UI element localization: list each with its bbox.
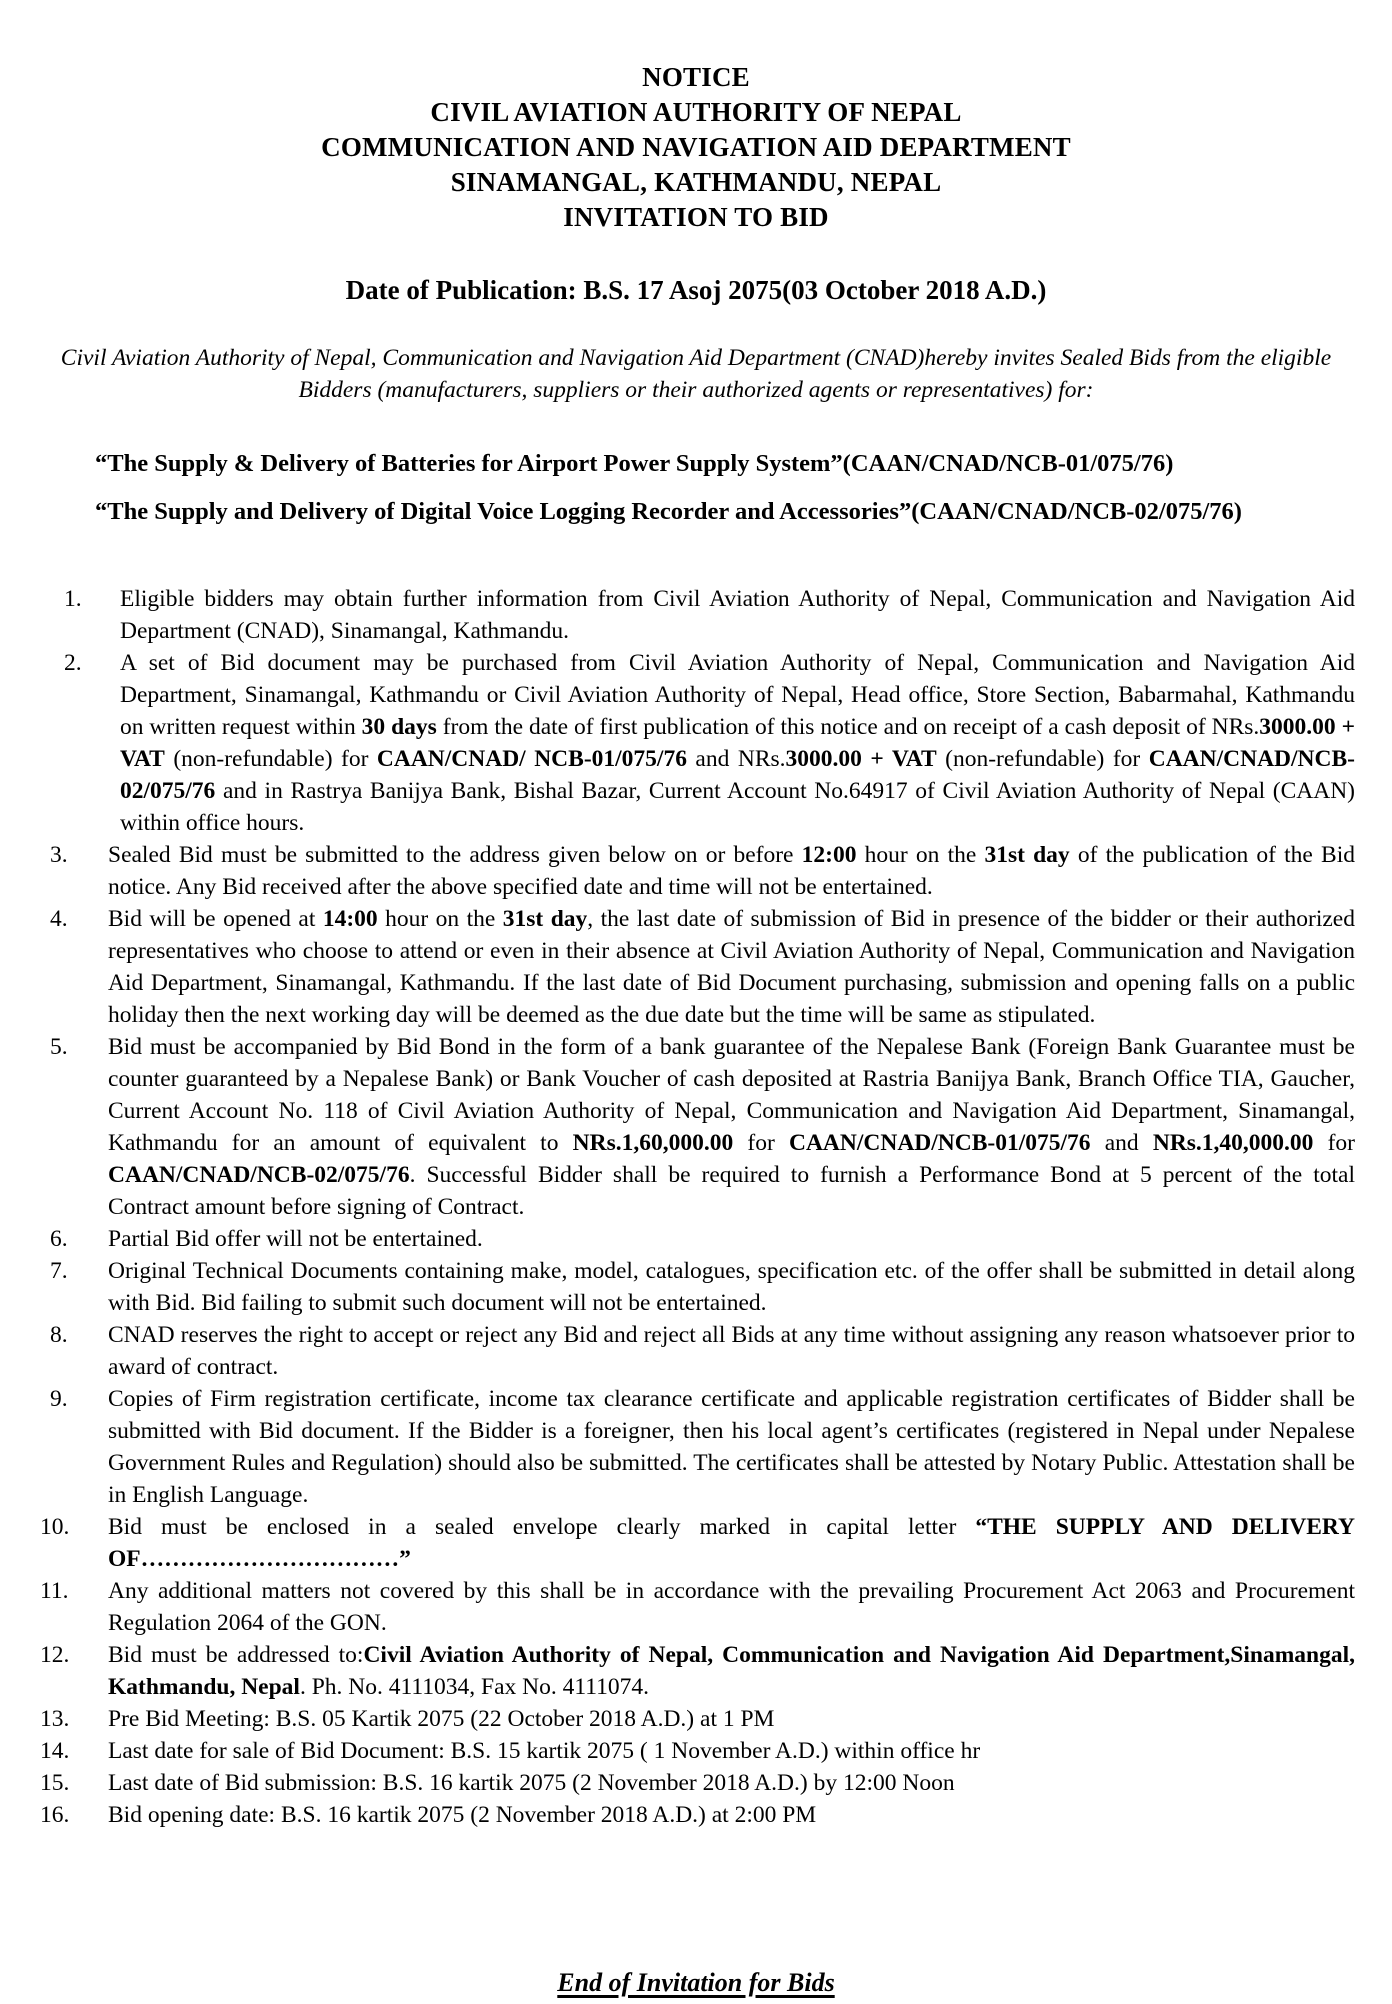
item-text: (non-refundable) for [164,746,377,772]
list-item [40,1255,1355,1319]
bold-text: 31st day [984,842,1070,868]
item-text: hour on the [377,906,503,932]
bold-text: CAAN/CNAD/NCB-01/075/76 [788,1130,1091,1156]
item-number: 16. [40,1802,70,1828]
item-text: for [1313,1130,1356,1156]
bid-title-02: “The Supply and Delivery of Digital Voice Logging Recorder and Accessories”(CAAN/CNAD/NCB-02/075/76) [95,498,1242,525]
item-number: 6. [50,1226,68,1252]
item-text: , the last date of submission of Bid in presence of the bidder or their authorized representatives who choose to attend or even in their absence at Civil Aviation Authority of Nepal, Communication and Navigation Aid Department, Sinamangal, Kathmandu. If the last date of Bid Document purchasing, submission and opening falls on a public holiday then the next working day will be deemed as the due date but the time will be same as stipulated. [108,906,1355,1028]
list-item [40,647,1355,839]
bold-text: CAAN/CNAD/NCB-02/075/76 [120,746,1355,804]
list-item [40,903,1355,1031]
item-text: from the date of first publication of this notice and on receipt of a cash deposit of NRs. [436,714,1260,740]
end-of-invitation [0,1968,1392,1998]
item-number: 10. [40,1514,70,1540]
item-text: . Successful Bidder shall be required to furnish a Performance Bond at 5 percent of the total Contract amount before signing of Contract. [108,1162,1355,1220]
item-text: Eligible bidders may obtain further information from Civil Aviation Authority of Nepal, Communication and Navigation Aid Department (CNAD), Sinamangal, Kathmandu. [120,586,1355,644]
list-item [40,1735,1355,1767]
bold-text: NRs.1,60,000.00 [572,1130,734,1156]
list-item [40,1767,1355,1799]
department-name: COMMUNICATION AND NAVIGATION AID DEPARTMENT [321,132,1071,162]
item-number: 9. [50,1386,68,1412]
address: SINAMANGAL, KATHMANDU, NEPAL [450,167,942,197]
list-item [40,1031,1355,1223]
item-text: Partial Bid offer will not be entertained. [108,1226,483,1252]
item-number: 7. [50,1258,68,1284]
bold-text: 3000.00 + VAT [120,714,1355,772]
bold-text: 14:00 [322,906,378,932]
item-text: Original Technical Documents containing make, model, catalogues, specification etc. of the offer shall be submitted in detail along with Bid. Bid failing to submit such document will not be entertained. [108,1258,1355,1316]
list-item [40,839,1355,903]
item-text: Bid must be accompanied by Bid Bond in the form of a bank guarantee of the Nepalese Bank (Foreign Bank Guarantee must be counter guaranteed by a Nepalese Bank) or Bank Voucher of cash deposited at Rastria Banijya Bank, Branch Office TIA, Gaucher, Current Account No. 118 of Civil Aviation Authority of Nepal, Communication and Navigation Aid Department, Sinamangal, Kathmandu for an amount of equivalent to [108,1034,1355,1156]
item-number: 2. [64,650,82,676]
item-text: and NRs. [686,746,786,772]
item-number: 15. [40,1770,70,1796]
publication-date: Date of Publication: B.S. 17 Asoj 2075(03 October 2018 A.D.) [345,275,1047,305]
item-text: hour on the [856,842,985,868]
item-text: Copies of Firm registration certificate, income tax clearance certificate and applicable registration certificates of Bidder shall be submitted with Bid document. If the Bidder is a foreigner, then his local agent’s certificates (registered in Nepal under Nepalese Government Rules and Regulation) should also be submitted. The certificates shall be attested by Notary Public. Attestation shall be in English Language. [108,1386,1355,1508]
item-text: . Ph. No. 4111034, Fax No. 4111074. [299,1674,649,1700]
item-text: CNAD reserves the right to accept or reject any Bid and reject all Bids at any time without assigning any reason whatsoever prior to award of contract. [108,1322,1355,1380]
bid-titles [95,440,1355,536]
bold-text: 12:00 [801,842,857,868]
item-text: Bid opening date: B.S. 16 kartik 2075 (2 November 2018 A.D.) at 2:00 PM [108,1802,817,1828]
list-item [40,1511,1355,1575]
bold-text: 3000.00 + VAT [785,746,937,772]
list-item [40,1639,1355,1703]
item-text: Last date for sale of Bid Document: B.S. 15 kartik 2075 ( 1 November A.D.) within office hr [108,1738,981,1764]
item-number: 5. [50,1034,68,1060]
item-number: 11. [40,1578,69,1604]
item-number: 14. [40,1738,70,1764]
list-item [40,1575,1355,1639]
list-item [40,1383,1355,1511]
notice-heading: NOTICE [642,62,750,92]
bid-title-01: “The Supply & Delivery of Batteries for Airport Power Supply System”(CAAN/CNAD/NCB-01/075/76) [95,450,1174,477]
item-text: Any additional matters not covered by this shall be in accordance with the prevailing Procurement Act 2063 and Procurement Regulation 2064 of the GON. [108,1578,1355,1636]
bold-text: Civil Aviation Authority of Nepal, Communication and Navigation Aid Department,Sinamangal, Kathmandu, Nepal [108,1642,1355,1700]
bold-text: CAAN/CNAD/ NCB-01/075/76 [376,746,687,772]
item-text: Bid will be opened at [108,906,323,932]
notice-header [0,60,1392,235]
item-text: Bid must be addressed to: [108,1642,364,1668]
item-number: 8. [50,1322,68,1348]
bold-text: 30 days [361,714,437,740]
intro-paragraph: Civil Aviation Authority of Nepal, Communication and Navigation Aid Department (CNAD)hereby invites Sealed Bids from the eligible Bidders (manufacturers, suppliers or their authorized agents or representatives) for: [60,345,1332,403]
list-item [40,1703,1355,1735]
item-number: 12. [40,1642,70,1668]
item-text: and in Rastrya Banijya Bank, Bishal Bazar, Current Account No.64917 of Civil Aviation Authority of Nepal (CAAN) within office hours. [120,778,1355,836]
document-title: INVITATION TO BID [563,202,829,232]
item-number: 13. [40,1706,70,1732]
authority-name: CIVIL AVIATION AUTHORITY OF NEPAL [430,97,962,127]
item-text: Bid must be enclosed in a sealed envelope clearly marked in capital letter [108,1514,976,1540]
item-text: and [1090,1130,1153,1156]
conditions-list [40,583,1355,1831]
item-text: of the publication of the Bid notice. Any Bid received after the above specified date and time will not be entertained. [108,842,1355,900]
item-text: for [733,1130,789,1156]
list-item [40,583,1355,647]
item-text: Pre Bid Meeting: B.S. 05 Kartik 2075 (22 October 2018 A.D.) at 1 PM [108,1706,775,1732]
item-text: A set of Bid document may be purchased from Civil Aviation Authority of Nepal, Communication and Navigation Aid Department, Sinamangal, Kathmandu or Civil Aviation Authority of Nepal, Head office, Store Section, Babarmahal, Kathmandu on written request within [120,650,1355,740]
item-text: Sealed Bid must be submitted to the address given below on or before [108,842,802,868]
item-number: 4. [50,906,68,932]
item-text: Last date of Bid submission: B.S. 16 kartik 2075 (2 November 2018 A.D.) by 12:00 Noon [108,1770,955,1796]
bold-text: 31st day [502,906,588,932]
bold-text: CAAN/CNAD/NCB-02/075/76 [108,1162,410,1188]
item-number: 1. [64,586,82,612]
list-item [40,1799,1355,1831]
list-item [40,1319,1355,1383]
bold-text: NRs.1,40,000.00 [1152,1130,1314,1156]
item-number: 3. [50,842,68,868]
bold-text: “THE SUPPLY AND DELIVERY OF……………………………” [108,1514,1355,1572]
list-item [40,1223,1355,1255]
footer-text: End of Invitation for Bids [557,1968,835,1997]
item-text: (non-refundable) for [936,746,1149,772]
